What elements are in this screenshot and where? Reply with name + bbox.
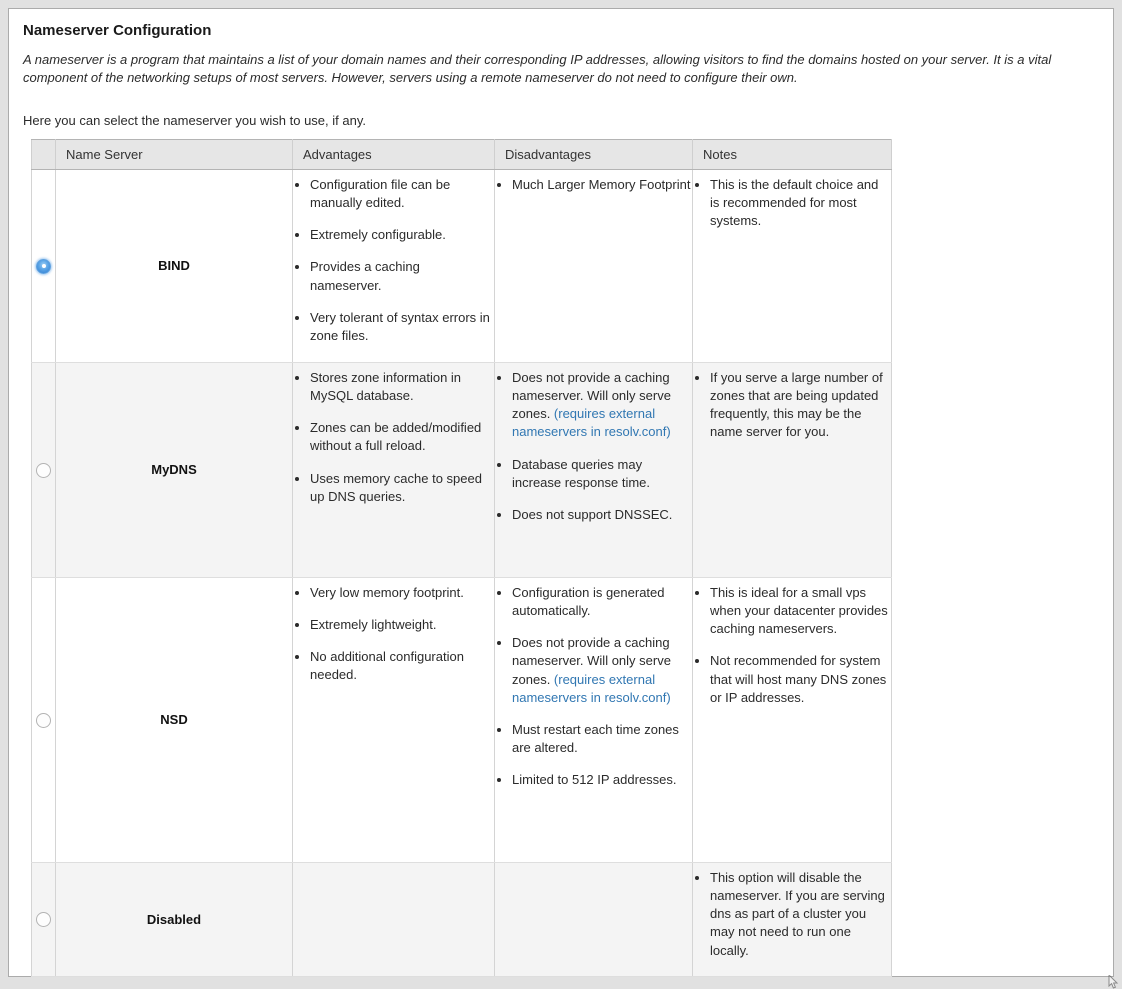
list-item: • Does not provide a caching nameserver. Will only serve zones. (requires external nameservers in resolv.conf) <box>512 634 692 707</box>
list-item: • If you serve a large number of zones that are being updated frequently, this may be the name server for you. <box>710 369 891 442</box>
list-item: • Very low memory footprint. <box>310 584 494 602</box>
nameserver-name-bind: BIND <box>56 169 293 362</box>
resolv-conf-link[interactable]: (requires external nameservers in resolv.conf) <box>512 671 671 705</box>
mydns-disadvantages-cell <box>495 362 693 577</box>
nameserver-name-mydns: MyDNS <box>56 362 293 577</box>
radio-bind-selected[interactable] <box>36 259 51 274</box>
header-radio-column <box>32 139 56 169</box>
bind-disadvantages-cell <box>495 169 693 362</box>
bind-notes-list <box>693 170 891 231</box>
disabled-disadvantages-cell <box>495 862 693 976</box>
nsd-disadvantages-list <box>495 578 692 790</box>
page-description: A nameserver is a program that maintains a list of your domain names and their corresponding IP addresses, allowing visitors to find the domains hosted on your server. It is a vital component of the networking setups of most servers. However, servers using a remote nameserver do not need to configure their own. <box>23 52 1052 86</box>
radio-cell-mydns <box>32 362 56 577</box>
table-row-bind <box>32 169 892 362</box>
nameserver-name-nsd: NSD <box>56 577 293 862</box>
header-name-server: Name Server <box>56 139 293 169</box>
nsd-advantages-list <box>293 578 494 685</box>
nameserver-table <box>31 139 892 977</box>
list-item: • Configuration is generated automatically. <box>512 584 692 620</box>
list-item: • Database queries may increase response time. <box>512 456 692 492</box>
bind-notes-cell <box>693 169 892 362</box>
radio-cell-nsd <box>32 577 56 862</box>
bind-advantages-cell <box>293 169 495 362</box>
disabled-advantages-cell <box>293 862 495 976</box>
table-row-disabled <box>32 862 892 976</box>
list-item: • Not recommended for system that will host many DNS zones or IP addresses. <box>710 652 891 707</box>
bind-disadvantages-list <box>495 170 692 194</box>
mydns-advantages-list <box>293 363 494 506</box>
list-item: • This option will disable the nameserver. If you are serving dns as part of a cluster you may not need to run one locally. <box>710 869 891 960</box>
radio-disabled[interactable] <box>36 912 51 927</box>
mydns-notes-cell <box>693 362 892 577</box>
nameserver-table-body <box>32 169 892 976</box>
list-item: • Limited to 512 IP addresses. <box>512 771 692 789</box>
list-item: • Uses memory cache to speed up DNS queries. <box>310 470 494 506</box>
list-item: • Extremely lightweight. <box>310 616 494 634</box>
page-title: Nameserver Configuration <box>23 22 212 39</box>
list-item: • This is the default choice and is recommended for most systems. <box>710 176 891 231</box>
list-item: • This is ideal for a small vps when your datacenter provides caching nameservers. <box>710 584 891 639</box>
nsd-disadvantages-cell <box>495 577 693 862</box>
list-item: • Zones can be added/modified without a full reload. <box>310 419 494 455</box>
mouse-cursor-icon <box>1108 975 1120 989</box>
list-item: • Stores zone information in MySQL database. <box>310 369 494 405</box>
list-item: • Does not provide a caching nameserver. Will only serve zones. (requires external nameservers in resolv.conf) <box>512 369 692 442</box>
radio-cell-bind <box>32 169 56 362</box>
table-row-mydns <box>32 362 892 577</box>
list-item: • Very tolerant of syntax errors in zone files. <box>310 309 494 345</box>
nameserver-name-disabled: Disabled <box>56 862 293 976</box>
list-item: • Extremely configurable. <box>310 226 494 244</box>
radio-mydns[interactable] <box>36 463 51 478</box>
list-item: • Must restart each time zones are altered. <box>512 721 692 757</box>
header-advantages: Advantages <box>293 139 495 169</box>
disabled-notes-cell <box>693 862 892 976</box>
page-instruction: Here you can select the nameserver you wish to use, if any. <box>23 112 366 128</box>
table-row-nsd <box>32 577 892 862</box>
list-item: • Does not support DNSSEC. <box>512 506 692 524</box>
disabled-notes-list <box>693 863 891 960</box>
list-item: • Provides a caching nameserver. <box>310 258 494 294</box>
radio-nsd[interactable] <box>36 713 51 728</box>
nsd-notes-cell <box>693 577 892 862</box>
mydns-disadvantages-list <box>495 363 692 524</box>
nsd-advantages-cell <box>293 577 495 862</box>
mydns-advantages-cell <box>293 362 495 577</box>
radio-cell-disabled <box>32 862 56 976</box>
mydns-notes-list <box>693 363 891 442</box>
list-item: • Configuration file can be manually edited. <box>310 176 494 212</box>
content-panel <box>8 8 1114 977</box>
header-notes: Notes <box>693 139 892 169</box>
bind-advantages-list <box>293 170 494 345</box>
resolv-conf-link[interactable]: (requires external nameservers in resolv.conf) <box>512 406 671 440</box>
nsd-notes-list <box>693 578 891 707</box>
list-item: • Much Larger Memory Footprint <box>512 176 692 194</box>
list-item: • No additional configuration needed. <box>310 648 494 684</box>
table-header <box>32 139 892 169</box>
header-disadvantages: Disadvantages <box>495 139 693 169</box>
